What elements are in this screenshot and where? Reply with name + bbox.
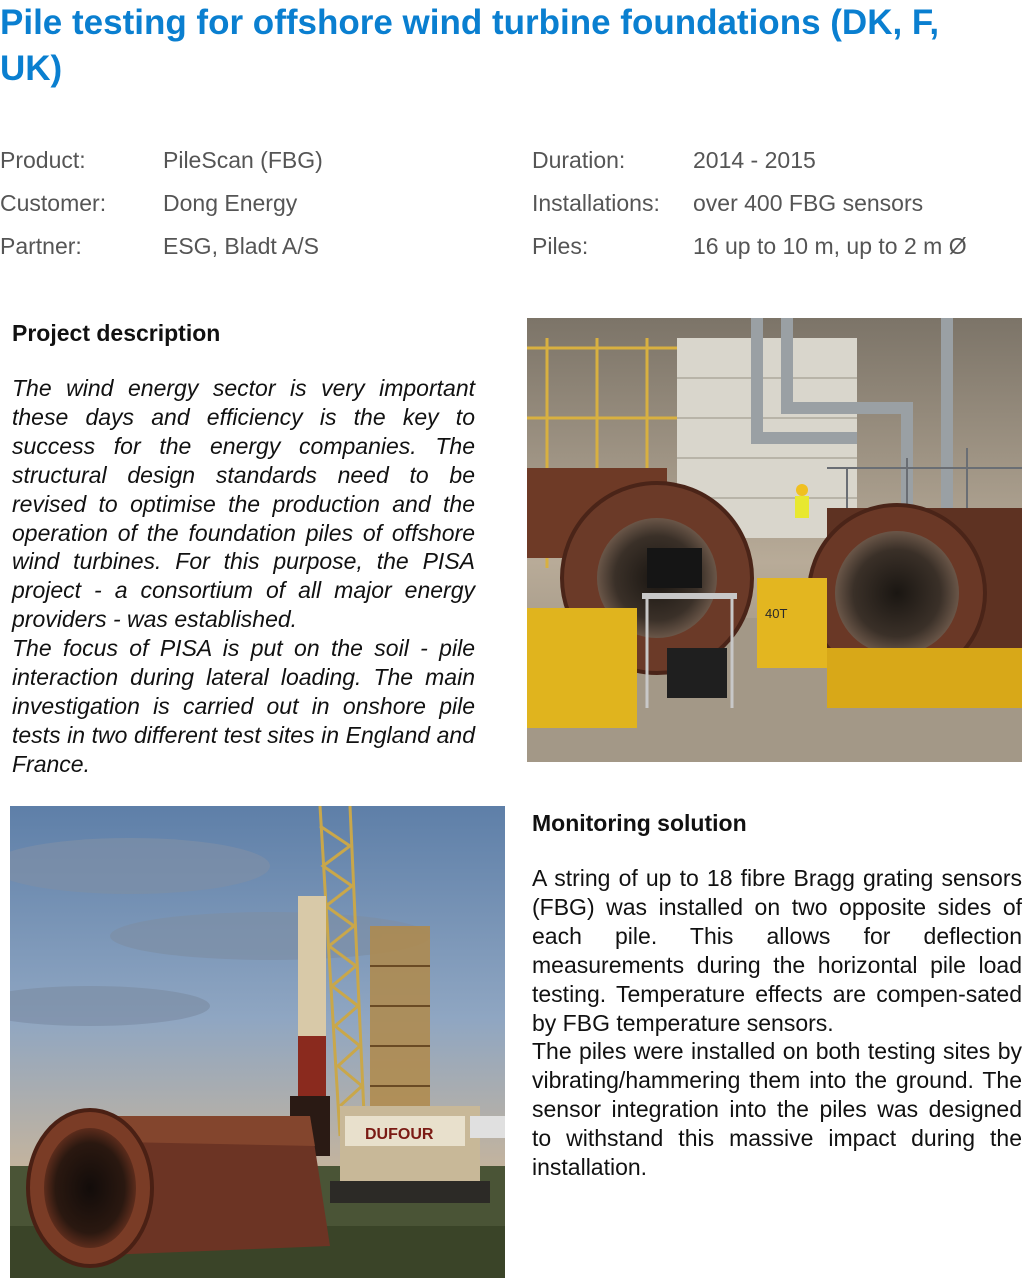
meta-value-duration: 2014 - 2015 xyxy=(693,147,816,173)
meta-value-product: PileScan (FBG) xyxy=(163,147,323,173)
meta-value-partner: ESG, Bladt A/S xyxy=(163,233,319,259)
meta-value-installations: over 400 FBG sensors xyxy=(693,190,924,216)
workshop-marking-40t: 40T xyxy=(765,606,788,621)
meta-label-customer: Customer: xyxy=(0,190,107,216)
meta-value-piles: 16 up to 10 m, up to 2 m Ø xyxy=(693,233,967,259)
crane-dufour-label: DUFOUR xyxy=(365,1126,434,1143)
meta-value-customer: Dong Energy xyxy=(163,190,298,216)
project-description-paragraph-2: The focus of PISA is put on the soil - pile interaction during lateral loading. The main investigation is carried out in onshore pile tests in two different test sites in England and France. xyxy=(12,635,475,777)
page-title: Pile testing for offshore wind turbine foundations (DK, F, UK) xyxy=(0,3,940,88)
workshop-photo-image xyxy=(527,318,1022,762)
monitoring-solution-paragraph-1: A string of up to 18 fibre Bragg grating sensors (FBG) was installed on two opposite sides of each pile. This allows for deflection measurements during the horizontal pile load testing. Temperature effects are compen-sated by FBG temperature sensors. xyxy=(532,865,1022,1036)
meta-label-piles: Piles: xyxy=(532,233,589,259)
meta-label-partner: Partner: xyxy=(0,233,82,259)
monitoring-solution-heading: Monitoring solution xyxy=(532,810,747,836)
meta-label-duration: Duration: xyxy=(532,147,626,173)
meta-label-installations: Installations: xyxy=(532,190,660,216)
field-photo xyxy=(10,806,505,1278)
project-description-paragraph-1: The wind energy sector is very important these days and efficiency is the key to success for the energy companies. The structural design standards need to be revised to optimise the production and the operation of the foundation piles of offshore wind turbines. For this purpose, the PISA project - a consortium of all major energy providers - was established. xyxy=(12,375,475,633)
monitoring-solution-paragraph-2: The piles were installed on both testing sites by vibrating/hammering them into the ground. The sensor integration into the piles was designed to withstand this massive impact during the installation. xyxy=(532,1038,1022,1180)
meta-label-product: Product: xyxy=(0,147,86,173)
project-description-heading: Project description xyxy=(12,320,221,346)
field-photo-image xyxy=(10,806,505,1278)
workshop-photo xyxy=(527,318,1022,762)
